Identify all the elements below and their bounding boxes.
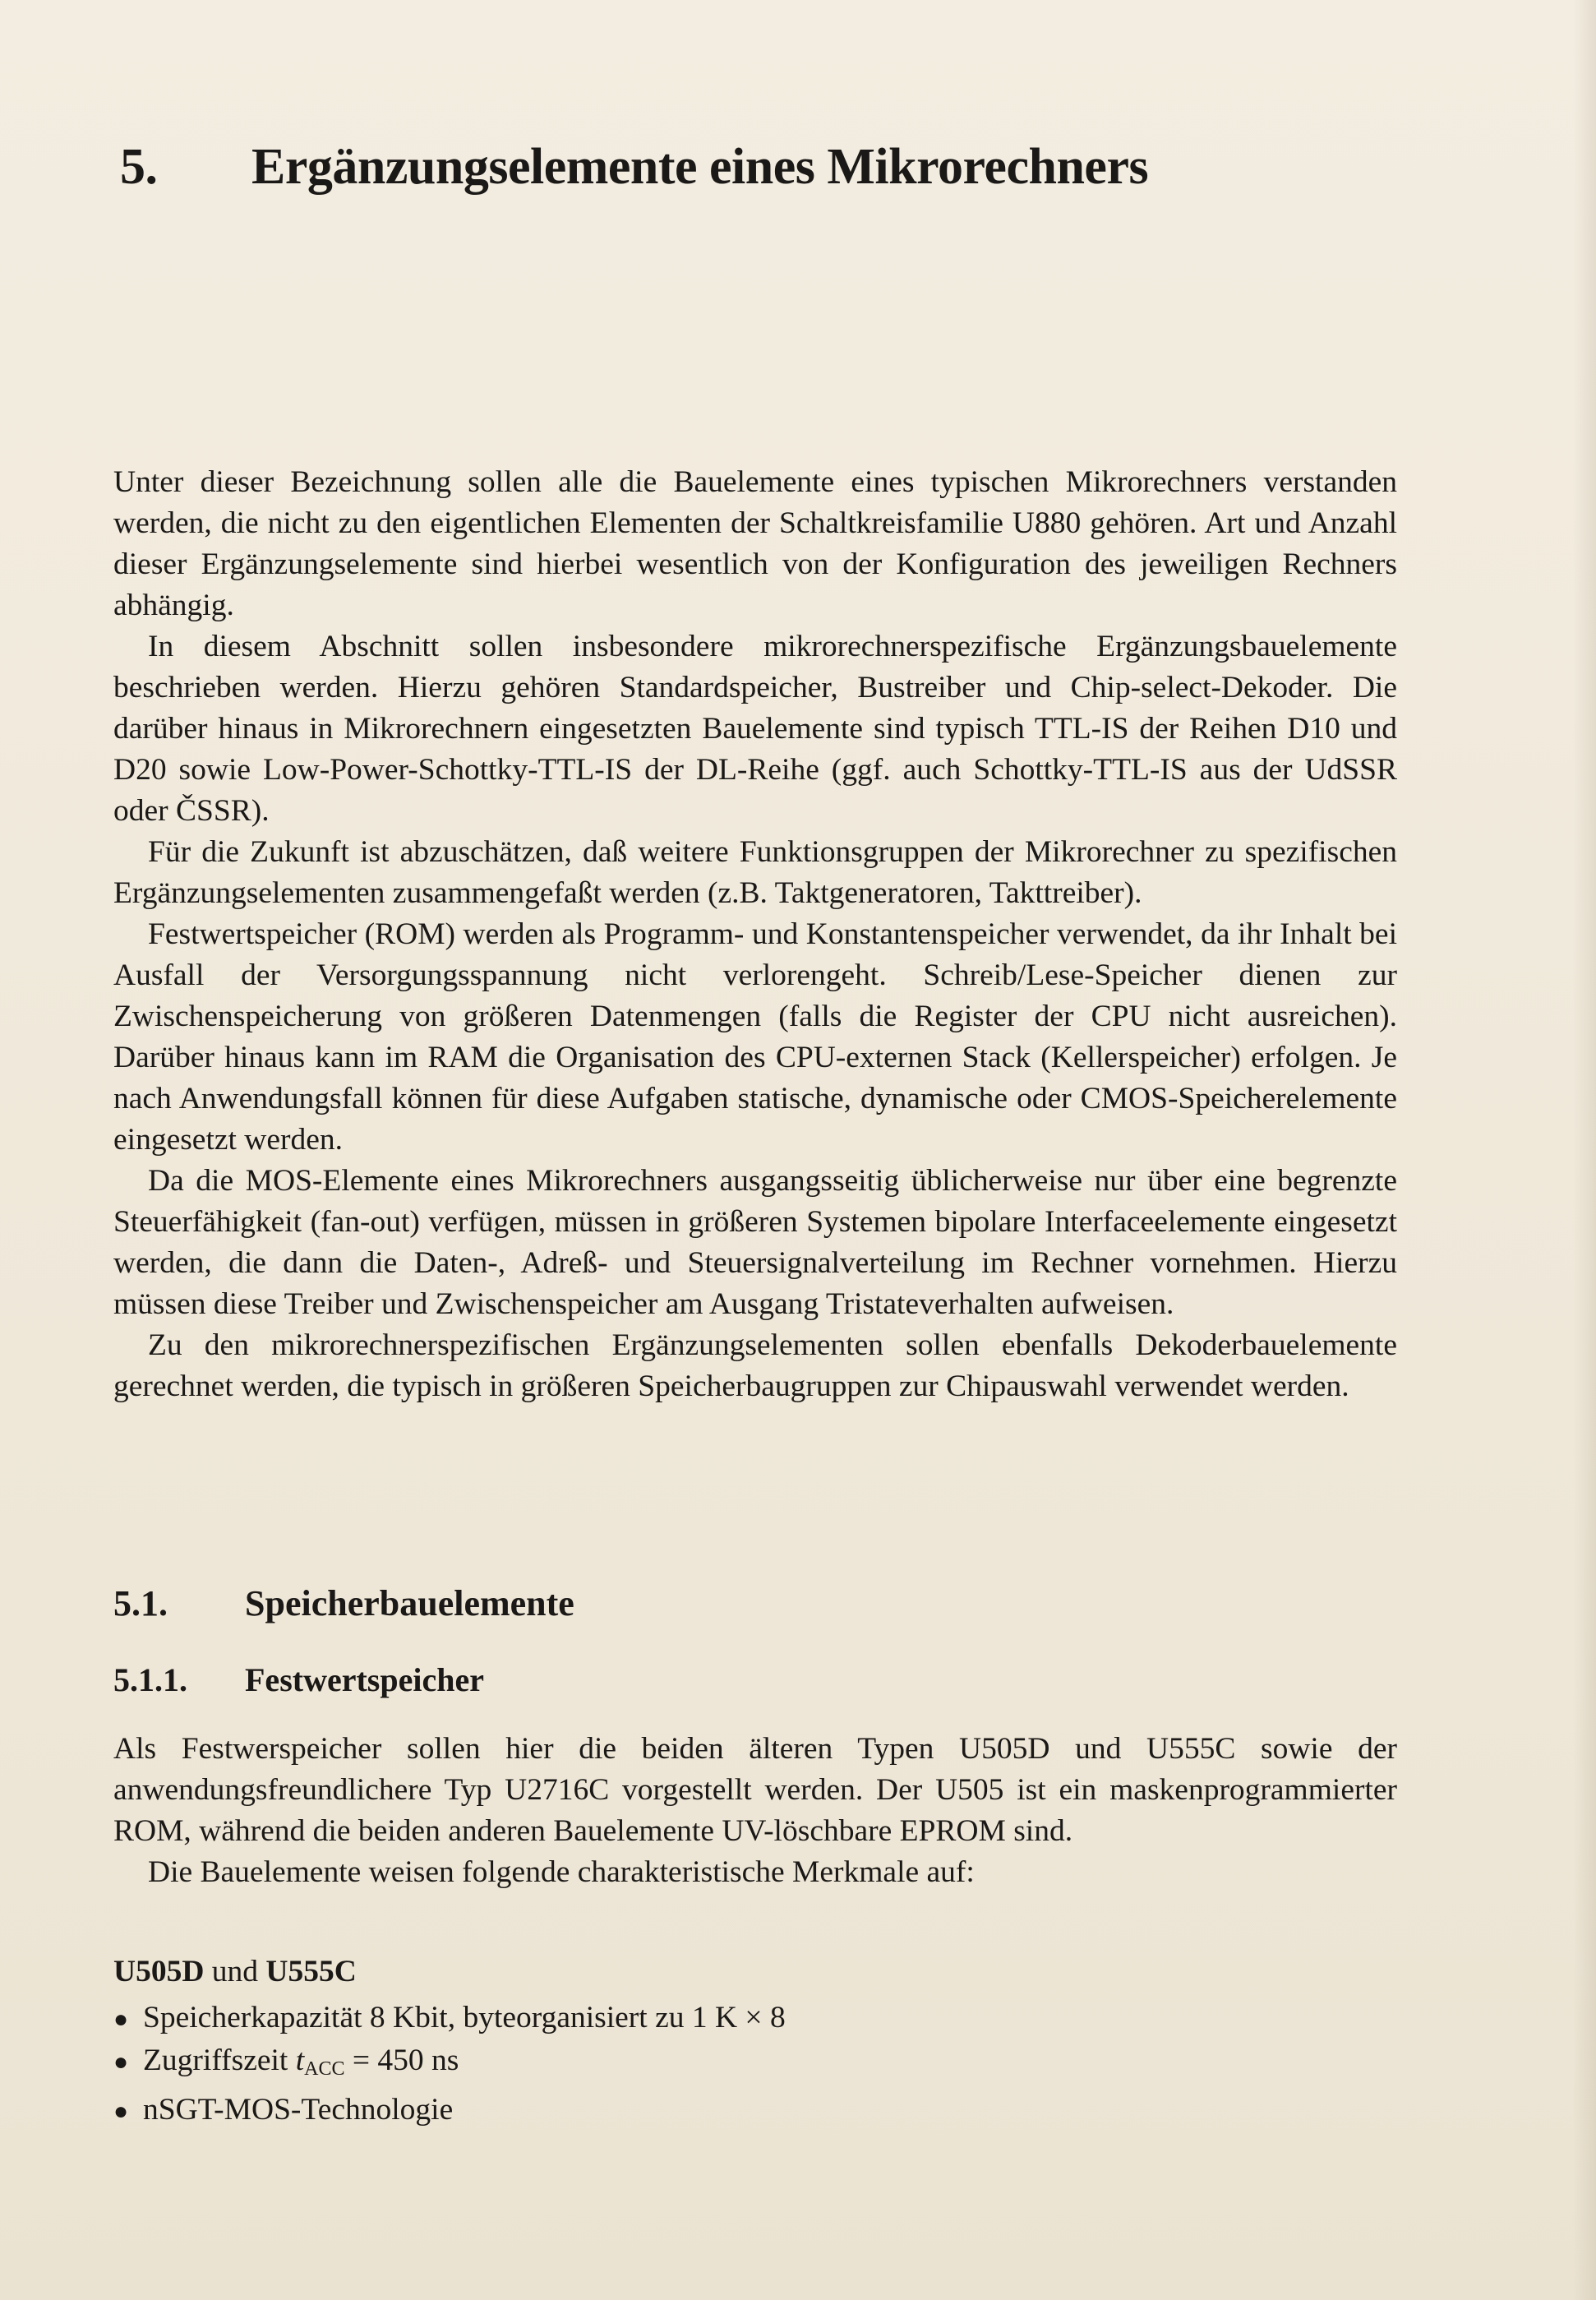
paragraph: Festwertspeicher (ROM) werden als Programm- und Konstantenspeicher verwendet, da ihr Inhalt bei Ausfall der Versorgungsspannung nicht verlorengeht. Schreib/Lese-Speicher dienen zur Zwischenspeicherung von größeren Datenmengen (falls die Register der CPU nicht ausreichen). Darüber hinaus kann im RAM die Organisation des CPU-externen Stack (Kellerspeicher) erfolgen. Je nach Anwendungsfall können für diese Aufgaben statische, dynamische oder CMOS-Speicherelemente eingesetzt werden. <box>113 917 1397 1157</box>
subsection-text <box>113 1729 1397 1893</box>
access-time-value: = 450 ns <box>344 2044 459 2077</box>
list-item-text: nSGT-MOS-Technologie <box>143 2093 454 2127</box>
list-item-text: Speicherkapazität 8 Kbit, byteorganisiert zu 1 K × 8 <box>143 2001 786 2034</box>
chapter-title: Ergänzungselemente eines Mikrorechners <box>251 139 1149 195</box>
subsection-title: Festwertspeicher <box>245 1661 484 1698</box>
connector-word: und <box>211 1955 259 1988</box>
chapter-number: 5. <box>120 139 158 195</box>
access-time-symbol: t <box>295 2044 305 2077</box>
list-item-text: Zugriffszeit <box>143 2044 296 2077</box>
paragraph: In diesem Abschnitt sollen insbesondere mikrorechnerspezifische Ergänzungsbauelemente beschrieben werden. Hierzu gehören Standardspeicher, Bustreiber und Chip-select-Dekoder. Die darüber hinaus in Mikrorechnern eingesetzten Bauelemente sind typisch TTL-IS der Reihen D10 und D20 sowie Low-Power-Schottky-TTL-IS der DL-Reihe (ggf. auch Schottky-TTL-IS aus der UdSSR oder ČSSR). <box>113 630 1397 828</box>
paragraph: Als Festwerspeicher sollen hier die beiden älteren Typen U505D und U555C sowie der anwendungsfreundlichere Typ U2716C vorgestellt werden. Der U505 ist ein maskenprogrammierter ROM, während die beiden anderen Bauelemente UV-löschbare EPROM sind. <box>113 1732 1397 1848</box>
list-item <box>113 2040 786 2090</box>
part-name: U555C <box>265 1955 357 1988</box>
paragraph: Unter dieser Bezeichnung sollen alle die Bauelemente eines typischen Mikrorechners verstanden werden, die nicht zu den eigentlichen Elementen der Schaltkreisfamilie U880 gehören. Art und Anzahl dieser Ergänzungselemente sind hierbei wesentlich von der Konfiguration des jeweiligen Rechners abhängig. <box>113 465 1397 622</box>
section-title: Speicherbauelemente <box>245 1583 574 1623</box>
subsection-heading <box>113 1660 484 1699</box>
feature-heading <box>113 1951 357 1993</box>
paragraph: Zu den mikrorechnerspezifischen Ergänzungselementen sollen ebenfalls Dekoderbauelemente gerechnet werden, die typisch in größeren Speicherbaugruppen zur Chipauswahl verwendet werden. <box>113 1328 1397 1403</box>
bullet-icon: ● <box>113 2006 129 2033</box>
intro-text <box>113 462 1397 1407</box>
part-name: U505D <box>113 1955 205 1988</box>
paragraph: Für die Zukunft ist abzuschätzen, daß weitere Funktionsgruppen der Mikrorechner zu spezifischen Ergänzungselementen zusammengefaßt werden (z.B. Taktgeneratoren, Takttreiber). <box>113 835 1397 910</box>
subsection-number: 5.1.1. <box>113 1661 187 1698</box>
feature-list <box>113 1997 786 2132</box>
section-heading <box>113 1582 574 1624</box>
bullet-icon: ● <box>113 2098 129 2125</box>
paragraph: Die Bauelemente weisen folgende charakteristische Merkmale auf: <box>148 1855 975 1889</box>
list-item <box>113 2090 786 2132</box>
section-number: 5.1. <box>113 1583 168 1623</box>
chapter-heading <box>120 138 1148 196</box>
bullet-icon: ● <box>113 2048 129 2076</box>
paragraph: Da die MOS-Elemente eines Mikrorechners ausgangsseitig üblicherweise nur über eine begrenzte Steuerfähigkeit (fan-out) verfügen, müssen in größeren Systemen bipolare Interfaceelemente eingesetzt werden, die dann die Daten-, Adreß- und Steuersignalverteilung im Rechner vornehmen. Hierzu müssen diese Treiber und Zwischenspeicher am Ausgang Tristateverhalten aufweisen. <box>113 1164 1397 1321</box>
access-time-subscript: ACC <box>304 2058 345 2080</box>
list-item <box>113 1997 786 2040</box>
